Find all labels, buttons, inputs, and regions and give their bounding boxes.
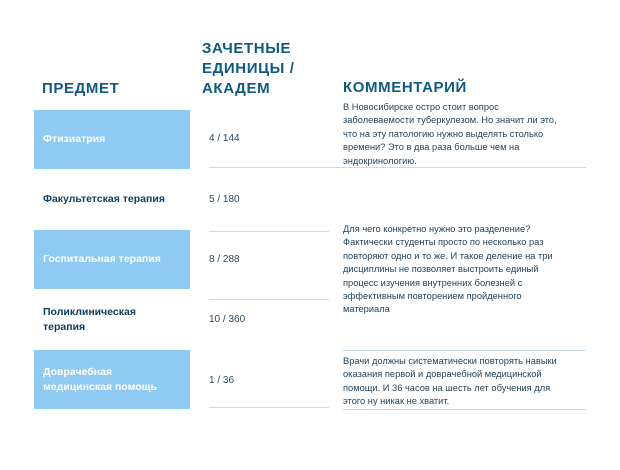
subject-label-line2: медицинская помощь (43, 380, 157, 393)
subject-cell (34, 110, 190, 169)
subject-label-line1: Доврачебная (43, 365, 113, 378)
header-credits-line3: АКАДЕМ (202, 80, 271, 97)
credits-value: 10 / 360 (209, 314, 246, 325)
divider (343, 350, 586, 351)
divider (209, 407, 329, 408)
divider (209, 231, 329, 232)
subject-label-line1: Поликлиническая (43, 305, 136, 318)
credits-value: 1 / 36 (209, 375, 235, 386)
comment-text: В Новосибирске остро стоит вопрос заболеваемости туберкулезом. Но значит ли это, что на эту патологию нужно выделять столько времени? Это в два раза больше чем на эндокринологию. (343, 102, 557, 166)
subject-label-line2: терапия (43, 320, 86, 333)
subject-label: Госпитальная терапия (43, 253, 161, 265)
subject-cell (34, 230, 190, 289)
subject-label: Фтизиатрия (43, 133, 106, 145)
header-credits (202, 39, 322, 99)
credits-value: 5 / 180 (209, 194, 240, 205)
header-credits-line1: ЗАЧЕТНЫЕ (202, 40, 292, 57)
subject-label (43, 305, 136, 335)
comment-text: Врачи должны систематически повторять навыки оказания первой и доврачебной медицинской помощи. И 36 часов на шесть лет обучения для этого ну никак не хватит. (343, 356, 557, 407)
subject-cell (34, 170, 190, 229)
divider (343, 409, 586, 410)
comment-text: Для чего конкретно нужно это разделение? Фактически студенты просто по несколько раз повторяют одно и то же. И такое деление на три дисциплины не позволяет выстроить единый процесс изучения внутренних болезней с эффективным повторением пройденного материала (343, 224, 553, 315)
subject-label: Факультетская терапия (43, 193, 165, 205)
subject-label (43, 365, 157, 395)
subject-cell (34, 290, 190, 349)
subject-cell (34, 350, 190, 409)
header-subject: ПРЕДМЕТ (42, 80, 120, 97)
credits-value: 4 / 144 (209, 133, 240, 144)
credits-value: 8 / 288 (209, 254, 240, 265)
divider (209, 299, 329, 300)
header-comment: КОММЕНТАРИЙ (343, 79, 467, 96)
header-credits-line2: ЕДИНИЦЫ / (202, 60, 295, 77)
